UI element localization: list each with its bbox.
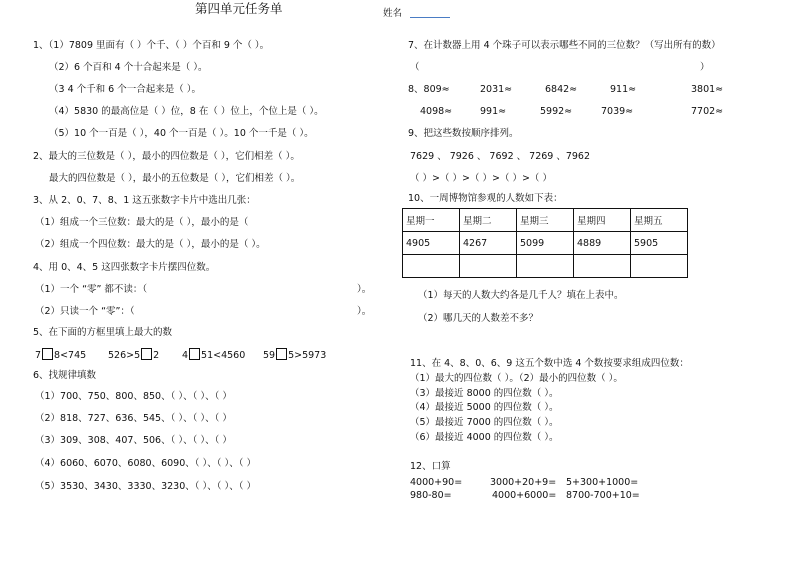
q12-intro: 12、口算 [410, 461, 451, 472]
q4-line-2-close: ）。 [357, 306, 372, 317]
q5-item-4-pre: 59 [263, 350, 276, 361]
mental-math-item: 8700-700+10= [566, 490, 640, 501]
q5-item-1 [35, 348, 86, 362]
answer-box[interactable] [141, 348, 152, 360]
q5-item-3-post: 51<4560 [201, 350, 246, 361]
table-header-cell: 星期五 [631, 209, 688, 232]
table-header-cell: 星期三 [517, 209, 574, 232]
q1-line-1: 1、（1）7809 里面有（ ）个千、（ ）个百和 9 个（ ）。 [33, 40, 270, 51]
q2-line-2: 最大的四位数是（ ），最小的五位数是（ ），它们相差（ ）。 [49, 173, 301, 184]
q7-open-paren: （ [410, 62, 420, 73]
q3-intro: 3、从 2、0、7、8、1 这五张数字卡片中选出几张： [33, 195, 256, 206]
q11-line-4: （4）最接近 5000 的四位数（ ）。 [410, 402, 559, 413]
q8-item: 7039≈ [601, 106, 634, 117]
q1-line-5: （5）10 个一百是（ ），40 个一百是（ ）。10 个一千是（ ）。 [49, 128, 314, 139]
q5-item-2-post: 2 [153, 350, 160, 361]
answer-box[interactable] [189, 348, 200, 360]
q6-row-3: （3）309、308、407、506、（ ）、（ ）、（ ） [35, 435, 232, 446]
mental-math-item: 3000+20+9= [490, 477, 557, 488]
estimate-cell[interactable] [403, 255, 460, 278]
q11-line-3: （3）最接近 8000 的四位数（ ）。 [410, 388, 559, 399]
table-header-cell: 星期二 [460, 209, 517, 232]
q5-item-2-pre: 526>5 [108, 350, 141, 361]
mental-math-item: 5+300+1000= [566, 477, 639, 488]
q5-item-3 [182, 348, 245, 362]
q11-intro: 11、在 4、8、0、6、9 这五个数中选 4 个数按要求组成四位数： [410, 358, 689, 369]
q1-line-4: （4）5830 的最高位是（ ）位，8 在（ ）位上，个位上是（ ）。 [49, 106, 324, 117]
q4-line-1-close: ）。 [357, 284, 372, 295]
visitor-table [402, 208, 688, 278]
answer-box[interactable] [42, 348, 53, 360]
q5-item-1-pre: 7 [35, 350, 42, 361]
table-cell: 5099 [517, 232, 574, 255]
q8-item: 7702≈ [691, 106, 724, 117]
q11-line-5: （5）最接近 7000 的四位数（ ）。 [410, 417, 559, 428]
table-cell: 4905 [403, 232, 460, 255]
table-row [403, 255, 688, 278]
q10-intro: 10、一周博物馆参观的人数如下表： [408, 193, 563, 204]
q9-numbers: 7629 、 7926 、 7692 、 7269 、7962 [410, 151, 591, 162]
table-header-cell: 星期一 [403, 209, 460, 232]
q8-item: 5992≈ [540, 106, 573, 117]
q7-intro: 7、在计数器上用 4 个珠子可以表示哪些不同的三位数？（写出所有的数） [408, 40, 721, 51]
answer-box[interactable] [276, 348, 287, 360]
q9-blanks: （ ）>（ ）>（ ）>（ ）>（ ） [410, 173, 552, 184]
q8-item: 2031≈ [480, 84, 513, 95]
q3-line-1: （1）组成一个三位数：最大的是（ ），最小的是（ [35, 217, 249, 228]
q10-line-1: （1）每天的人数大约各是几千人？填在上表中。 [418, 290, 624, 301]
q11-line-1: （1）最大的四位数（ ）。（2）最小的四位数（ ）。 [410, 373, 623, 384]
table-row [403, 209, 688, 232]
q5-intro: 5、在下面的方框里填上最大的数 [33, 327, 173, 338]
mental-math-item: 4000+90= [410, 477, 463, 488]
mental-math-item: 980-80= [410, 490, 452, 501]
mental-math-item: 4000+6000= [492, 490, 557, 501]
q6-row-5: （5）3530、3430、3330、3230、（ ）、（ ）、（ ） [35, 481, 257, 492]
q4-intro: 4、用 0、4、5 这四张数字卡片摆四位数。 [33, 262, 216, 273]
worksheet-title: 第四单元任务单 [195, 1, 283, 16]
q1-line-3: （3 4 个千和 6 个一合起来是（ ）。 [49, 84, 201, 95]
q6-row-2: （2）818、727、636、545、（ ）、（ ）、（ ） [35, 413, 232, 424]
q11-line-6: （6）最接近 4000 的四位数（ ）。 [410, 432, 559, 443]
q4-line-2: （2）只读一个 “零”：（ [35, 306, 135, 317]
table-cell: 4267 [460, 232, 517, 255]
q8-item: 3801≈ [691, 84, 724, 95]
q6-intro: 6、找规律填数 [33, 370, 97, 381]
estimate-cell[interactable] [631, 255, 688, 278]
q5-item-3-pre: 4 [182, 350, 189, 361]
estimate-cell[interactable] [460, 255, 517, 278]
name-label: 姓名 [383, 8, 403, 19]
q8-item: 6842≈ [545, 84, 578, 95]
q8-item: 8、809≈ [408, 84, 450, 95]
q5-item-4 [263, 348, 326, 362]
q4-line-1: （1）一个 “零” 都不读：（ [35, 284, 148, 295]
q6-row-1: （1）700、750、800、850、（ ）、（ ）、（ ） [35, 391, 232, 402]
q5-item-1-post: 8<745 [54, 350, 87, 361]
q3-line-2: （2）组成一个四位数：最大的是（ ），最小的是（ ）。 [35, 239, 266, 250]
q5-item-2 [108, 348, 159, 362]
q5-item-4-post: 5>5973 [288, 350, 327, 361]
name-blank[interactable] [410, 17, 450, 18]
table-row [403, 232, 688, 255]
table-header-cell: 星期四 [574, 209, 631, 232]
estimate-cell[interactable] [517, 255, 574, 278]
q9-intro: 9、把这些数按顺序排列。 [408, 128, 519, 139]
table-cell: 5905 [631, 232, 688, 255]
q8-item: 911≈ [610, 84, 637, 95]
table-cell: 4889 [574, 232, 631, 255]
estimate-cell[interactable] [574, 255, 631, 278]
q8-item: 4098≈ [420, 106, 453, 117]
q10-line-2: （2）哪几天的人数差不多？ [418, 313, 539, 324]
q2-line-1: 2、最大的三位数是（ ），最小的四位数是（ ），它们相差（ ）。 [33, 151, 300, 162]
q6-row-4: （4）6060、6070、6080、6090、（ ）、（ ）、（ ） [35, 458, 257, 469]
q1-line-2: （2）6 个百和 4 个十合起来是（ ）。 [49, 62, 208, 73]
q7-close-paren: ） [700, 62, 710, 73]
q8-item: 991≈ [480, 106, 507, 117]
